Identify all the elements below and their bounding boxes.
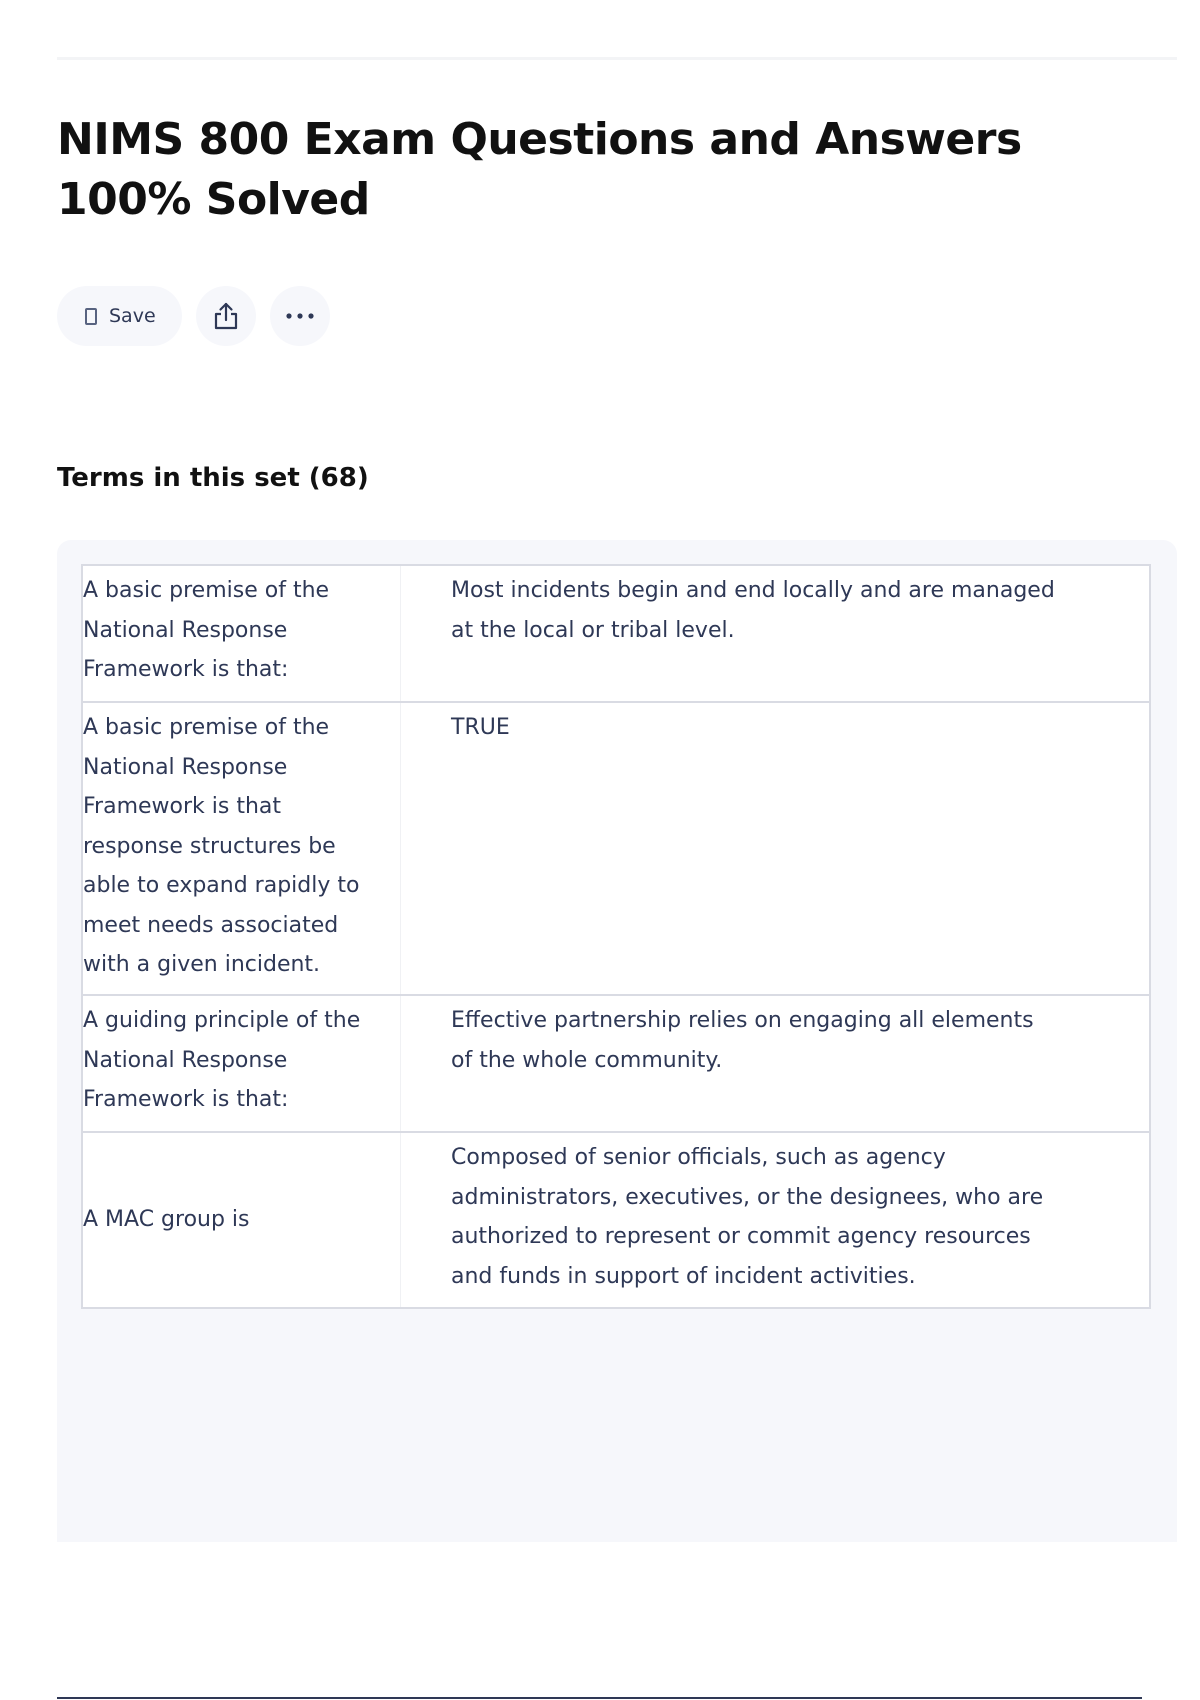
terms-panel [57,540,1177,1542]
term-text: A basic premise of the National Response Framework is that: [83,566,401,701]
more-options-icon [285,312,315,320]
terms-heading: Terms in this set (68) [57,463,369,493]
save-button[interactable] [57,286,182,346]
definition-text: Composed of senior officials, such as agency administrators, executives, or the designees, who are authorized to represent or commit agency resources and funds in support of incident activities. [451,1145,1044,1289]
definition-text: Most incidents begin and end locally and are managed at the local or tribal level. [451,578,1055,643]
definition-text: TRUE [451,715,510,740]
top-divider [57,57,1177,60]
term-text: A guiding principle of the National Response Framework is that: [83,996,401,1131]
terms-table [81,564,1151,1309]
term-text: A basic premise of the National Response Framework is that response structures be able to expand rapidly to meet needs associated with a given incident. [83,703,401,994]
bottom-divider [57,1697,1142,1699]
page-title: NIMS 800 Exam Questions and Answers 100% Solved [57,114,1022,225]
share-button[interactable] [196,286,256,346]
term-text-cell [83,1133,401,1307]
save-button-label: Save [109,305,156,327]
term-text: A MAC group is [83,1206,250,1232]
table-row [83,996,1149,1133]
more-options-button[interactable] [270,286,330,346]
action-bar [57,286,330,346]
share-icon [213,301,239,331]
table-row [83,1133,1149,1307]
table-row [83,703,1149,996]
definition-text: Effective partnership relies on engaging all elements of the whole community. [451,1008,1034,1073]
bookmark-icon [85,308,97,325]
table-row [83,566,1149,703]
